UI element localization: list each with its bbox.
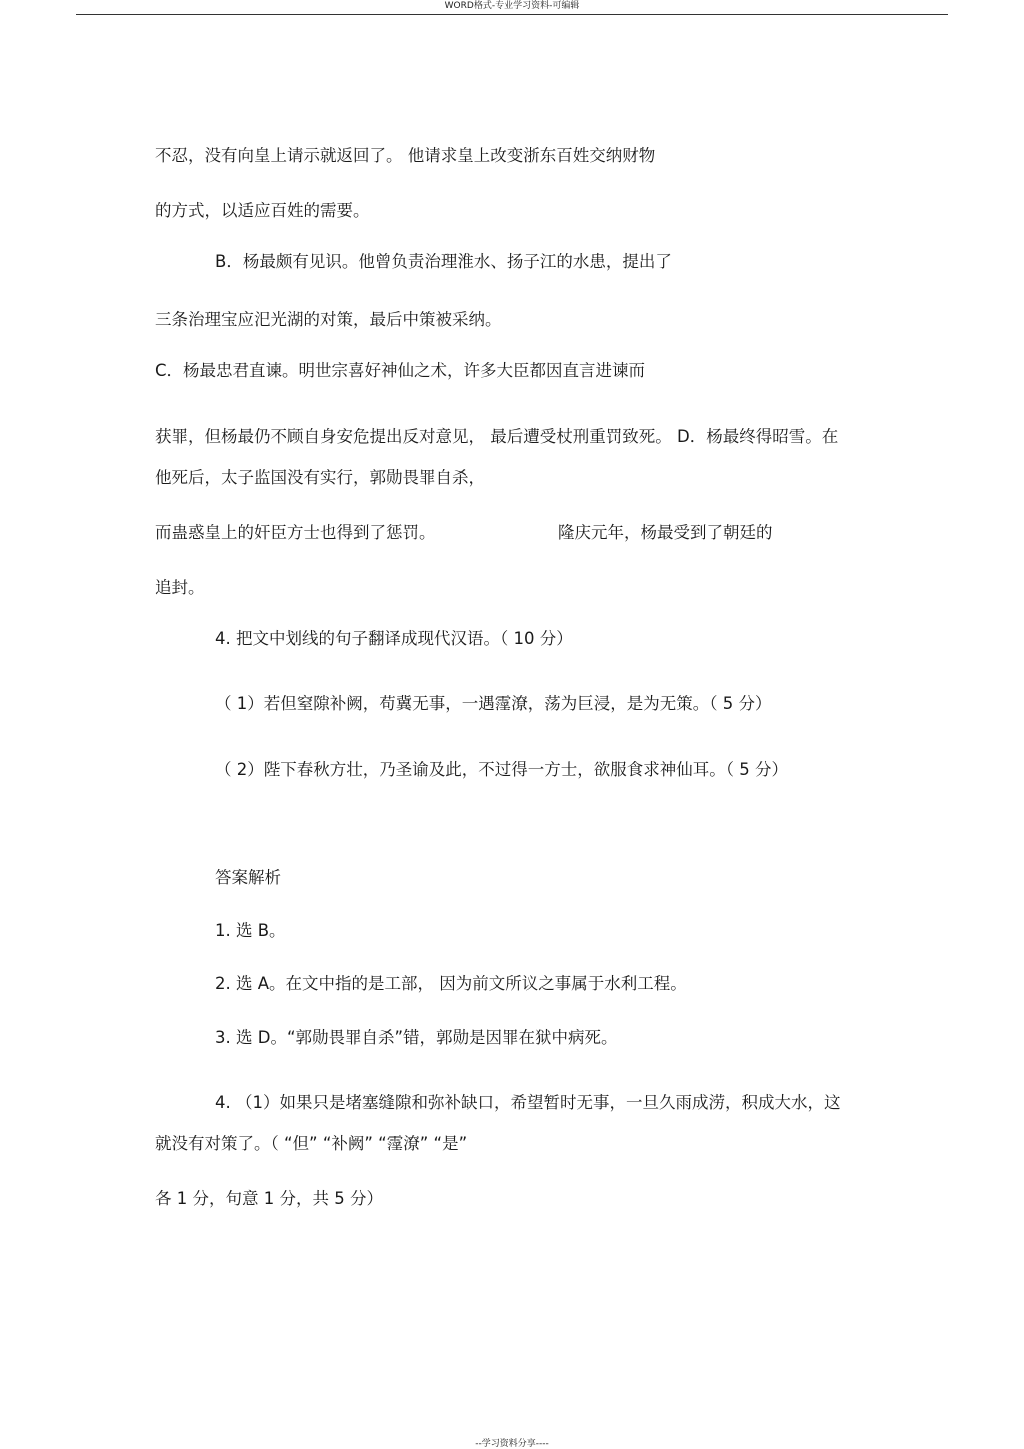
question4-item-1: （ 1）若但窒隙补阙，苟冀无事，一遇霪潦，荡为巨浸，是为无策。（ 5 分） [215, 694, 772, 713]
option-d-line-2b: 隆庆元年，杨最受到了朝廷的 [558, 523, 773, 542]
answer-2: 2. 选 A。在文中指的是工部， 因为前文所议之事属于水利工程。 [215, 974, 687, 993]
answer-4-line-1: 4. （1）如果只是堵塞缝隙和弥补缺口，希望暂时无事，一旦久雨成涝，积成大水，这 [215, 1093, 841, 1112]
body-line-2: 的方式，以适应百姓的需要。 [155, 201, 370, 220]
option-b-line-2: 三条治理宝应汜光湖的对策，最后中策被采纳。 [155, 310, 502, 329]
answer-1: 1. 选 B。 [215, 921, 286, 940]
option-d-line-3: 追封。 [155, 578, 205, 597]
option-b-line-1: B．杨最颇有见识。他曾负责治理淮水、扬子江的水患，提出了 [215, 252, 672, 271]
page-header: WORD格式-专业学习资料-可编辑 [76, 0, 948, 15]
question4-title: 4. 把文中划线的句子翻译成现代汉语。（ 10 分） [215, 629, 573, 648]
answer-4-line-3: 各 1 分，句意 1 分，共 5 分） [155, 1189, 383, 1208]
question4-item-2: （ 2）陛下春秋方壮，乃圣谕及此，不过得一方士，欲服食求神仙耳。（ 5 分） [215, 760, 788, 779]
option-c-line-2: 获罪，但杨最仍不顾自身安危提出反对意见， 最后遭受杖刑重罚致死。 D．杨最终得昭雪。在 [155, 427, 839, 446]
option-d-line-2a: 而蛊惑皇上的奸臣方士也得到了惩罚。 [155, 523, 436, 542]
answers-heading: 答案解析 [215, 868, 281, 887]
answer-3: 3. 选 D。“郭勋畏罪自杀”错，郭勋是因罪在狱中病死。 [215, 1028, 618, 1047]
option-c-line-1: C．杨最忠君直谏。明世宗喜好神仙之术，许多大臣都因直言进谏而 [155, 361, 646, 380]
answer-4-line-2: 就没有对策了。（ “但” “补阙” “霪潦” “是” [155, 1134, 468, 1153]
body-line-1: 不忍，没有向皇上请示就返回了。 他请求皇上改变浙东百姓交纳财物 [155, 146, 656, 165]
page-footer: --学习资料分享---- [475, 1439, 549, 1449]
option-d-line-1: 他死后，太子监国没有实行，郭勋畏罪自杀， [155, 468, 485, 487]
